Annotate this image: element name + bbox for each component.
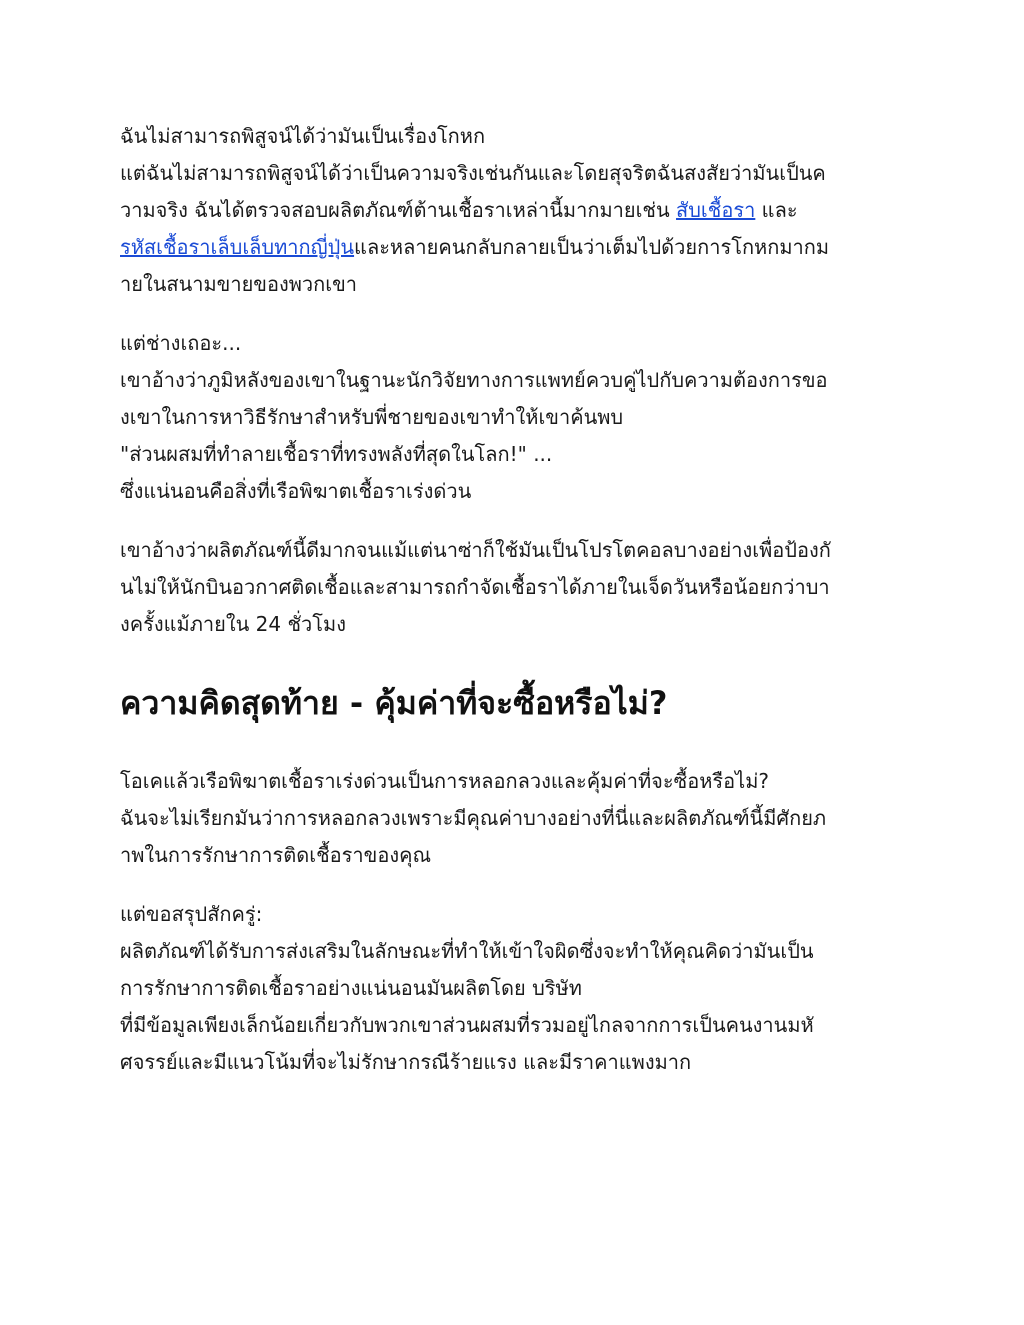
- paragraph-2-line-4: "ส่วนผสมที่ทำลายเชื้อราที่ทรงพลังที่สุดในโลก!" ...: [120, 442, 553, 466]
- paragraph-2-line-5: ซึ่งแน่นอนคือสิ่งที่เรือพิฆาตเชื้อราเร่งด่วน: [120, 479, 472, 503]
- paragraph-4-line-1: โอเคแล้วเรือพิฆาตเชื้อราเร่งด่วนเป็นการหลอกลวงและคุ้มค่าที่จะซื้อหรือไม่?: [120, 769, 769, 793]
- paragraph-5-line-4: ที่มีข้อมูลเพียงเล็กน้อยเกี่ยวกับพวกเขาส่วนผสมที่รวมอยู่ไกลจากการเป็นคนงานมหั: [120, 1013, 814, 1037]
- paragraph-1-line-4: [120, 229, 910, 266]
- paragraph-1-line-5: ายในสนามขายของพวกเขา: [120, 272, 358, 296]
- paragraph-3-line-1: เขาอ้างว่าผลิตภัณฑ์นี้ดีมากจนแม้แต่นาซ่าก็ใช้มันเป็นโปรโตคอลบางอย่างเพื่อป้องกั: [120, 538, 831, 562]
- paragraph-5-line-1: แต่ขอสรุปสักครู่:: [120, 902, 263, 926]
- paragraph-1-line-3: [120, 192, 910, 229]
- paragraph-1: [120, 118, 910, 303]
- paragraph-1-line-4-text: และหลายคนกลับกลายเป็นว่าเต็มไปด้วยการโกหกมากม: [354, 235, 830, 259]
- paragraph-3: [120, 532, 910, 643]
- paragraph-1-line-3-suffix: และ: [755, 198, 798, 222]
- paragraph-2-line-2: เขาอ้างว่าภูมิหลังของเขาในฐานะนักวิจัยทางการแพทย์ควบคู่ไปกับความต้องการขอ: [120, 368, 828, 392]
- paragraph-5: [120, 896, 910, 1081]
- paragraph-4-line-3: าพในการรักษาการติดเชื้อราของคุณ: [120, 843, 432, 867]
- link-sub-fungus[interactable]: สับเชื้อรา: [676, 198, 756, 222]
- document-page: [120, 118, 910, 1103]
- paragraph-5-line-5: ศจรรย์และมีแนวโน้มที่จะไม่รักษากรณีร้ายแรง และมีราคาแพงมาก: [120, 1050, 692, 1074]
- section-heading: ความคิดสุดท้าย - คุ้มค่าที่จะซื้อหรือไม่?: [120, 684, 668, 722]
- paragraph-1-line-1: ฉันไม่สามารถพิสูจน์ได้ว่ามันเป็นเรื่องโกหก: [120, 124, 486, 148]
- paragraph-3-line-3: งครั้งแม้ภายใน 24 ชั่วโมง: [120, 612, 346, 636]
- paragraph-2-line-1: แต่ช่างเถอะ...: [120, 331, 242, 355]
- paragraph-5-line-3: การรักษาการติดเชื้อราอย่างแน่นอนมันผลิตโดย บริษัท: [120, 976, 582, 1000]
- paragraph-5-line-2: ผลิตภัณฑ์ได้รับการส่งเสริมในลักษณะที่ทำให้เข้าใจผิดซึ่งจะทำให้คุณคิดว่ามันเป็น: [120, 939, 814, 963]
- link-japanese-nail-fungus-code[interactable]: รหัสเชื้อราเล็บเล็บทากญี่ปุ่น: [120, 235, 355, 259]
- paragraph-2-line-3: งเขาในการหาวิธีรักษาสำหรับพี่ชายของเขาทำให้เขาค้นพบ: [120, 405, 624, 429]
- paragraph-1-line-3-text: วามจริง ฉันได้ตรวจสอบผลิตภัณฑ์ต้านเชื้อราเหล่านี้มากมายเช่น: [120, 198, 677, 222]
- paragraph-4: [120, 763, 910, 874]
- paragraph-4-line-2: ฉันจะไม่เรียกมันว่าการหลอกลวงเพราะมีคุณค่าบางอย่างที่นี่และผลิตภัณฑ์นี้มีศักยภ: [120, 806, 827, 830]
- paragraph-2: [120, 325, 910, 510]
- paragraph-1-line-2: แต่ฉันไม่สามารถพิสูจน์ได้ว่าเป็นความจริงเช่นกันและโดยสุจริตฉันสงสัยว่ามันเป็นค: [120, 161, 826, 185]
- paragraph-3-line-2: นไม่ให้นักบินอวกาศติดเชื้อและสามารถกำจัดเชื้อราได้ภายในเจ็ดวันหรือน้อยกว่าบา: [120, 575, 830, 599]
